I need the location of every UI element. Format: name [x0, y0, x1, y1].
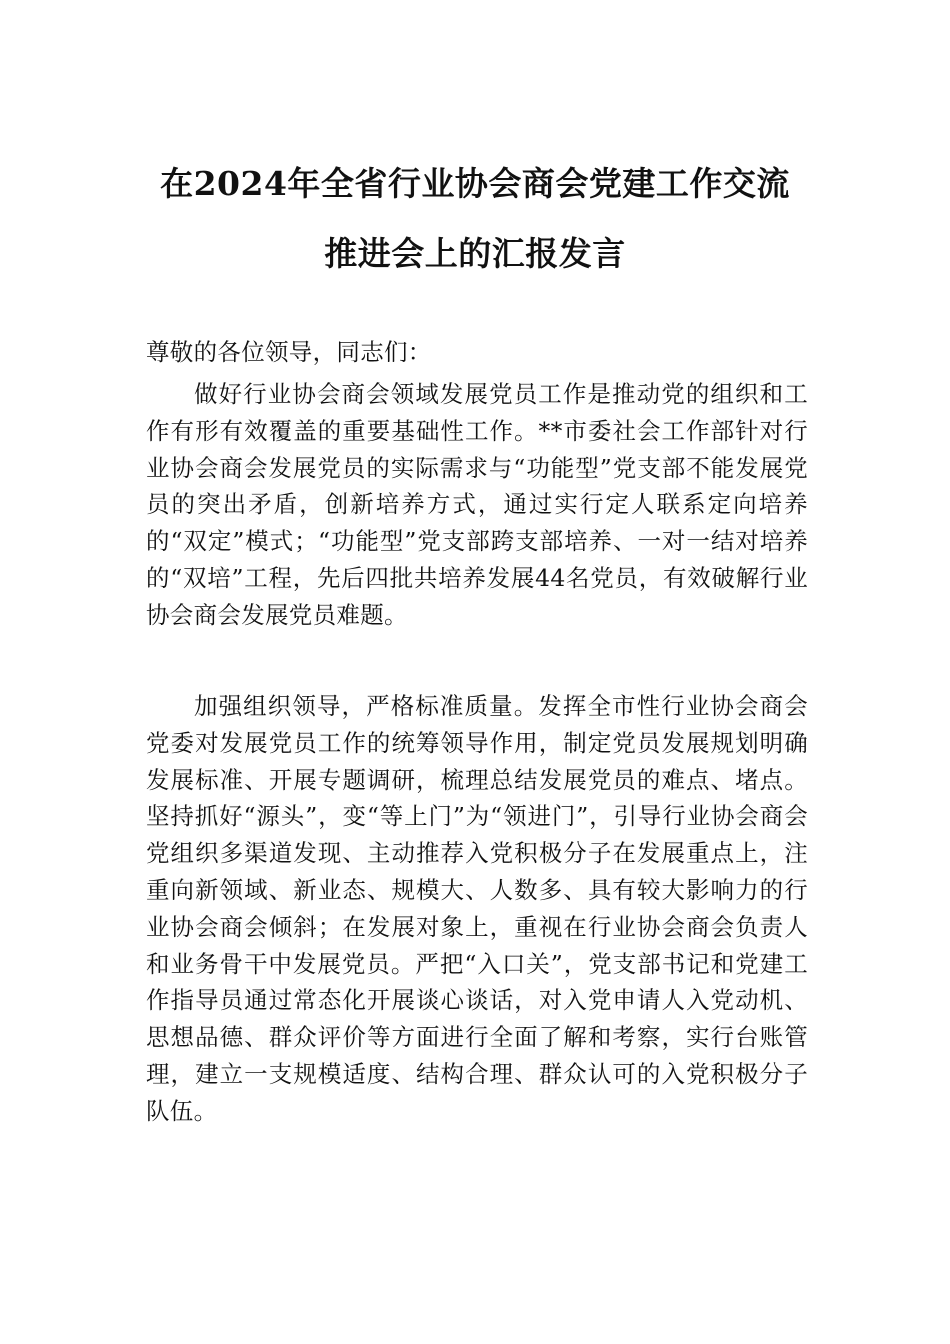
- document-title-line-2: 推进会上的汇报发言: [324, 234, 626, 273]
- salutation: 尊敬的各位领导，同志们：: [146, 338, 432, 366]
- document-title-line-1: 在2024年全省行业协会商会党建工作交流: [160, 164, 790, 203]
- body-paragraph-1: 做好行业协会商会领域发展党员工作是推动党的组织和工作有形有效覆盖的重要基础性工作。**市委社会工作部针对行业协会商会发展党员的实际需求与“功能型”党支部不能发展党员的突出矛盾，创新培养方式，通过实行定人联系定向培养的“双定”模式；“功能型”党支部跨支部培养、一对一结对培养的“双培”工程，先后四批共培养发展44名党员，有效破解行业协会商会发展党员难题。: [146, 380, 808, 629]
- body-paragraph-2: 加强组织领导，严格标准质量。发挥全市性行业协会商会党委对发展党员工作的统筹领导作用，制定党员发展规划明确发展标准、开展专题调研，梳理总结发展党员的难点、堵点。坚持抓好“源头”，变“等上门”为“领进门”，引导行业协会商会党组织多渠道发现、主动推荐入党积极分子在发展重点上，注重向新领域、新业态、规模大、人数多、具有较大影响力的行业协会商会倾斜；在发展对象上，重视在行业协会商会负责人和业务骨干中发展党员。严把“入口关”，党支部书记和党建工作指导员通过常态化开展谈心谈话，对入党申请人入党动机、思想品德、群众评价等方面进行全面了解和考察，实行台账管理，建立一支规模适度、结构合理、群众认可的入党积极分子队伍。: [146, 692, 808, 1125]
